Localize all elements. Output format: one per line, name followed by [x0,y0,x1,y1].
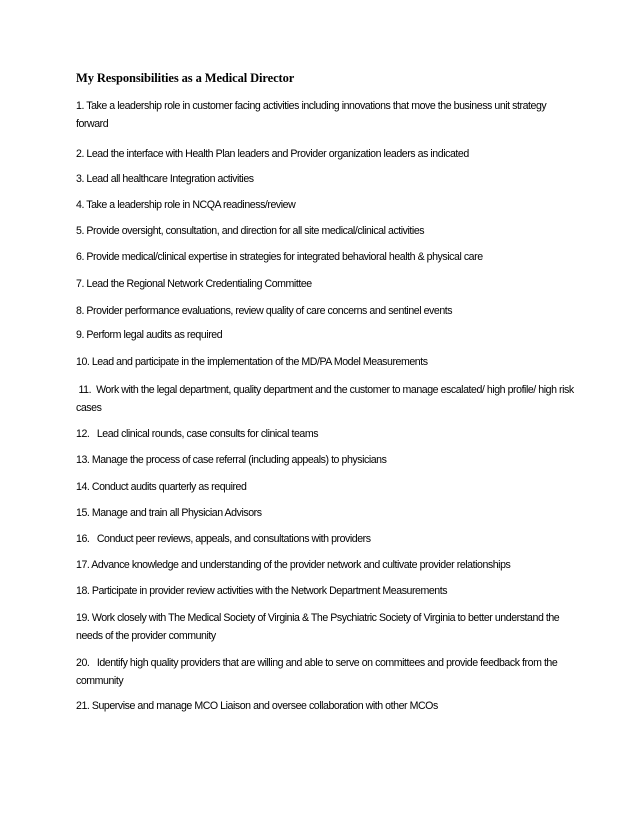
responsibility-item-6: 6. Provide medical/clinical expertise in strategies for integrated behavioral health & physical care [76,251,483,263]
responsibility-item-5: 5. Provide oversight, consultation, and direction for all site medical/clinical activities [76,225,425,237]
responsibility-item-12: 12. Lead clinical rounds, case consults for clinical teams [76,428,319,440]
responsibility-item-20: 20. Identify high quality providers that are willing and able to serve on committees and provide feedback from the community [76,657,560,687]
responsibility-item-8: 8. Provider performance evaluations, review quality of care concerns and sentinel events [76,305,453,317]
responsibility-item-11: 11. Work with the legal department, quality department and the customer to manage escalated/ high profile/ high risk cases [76,384,577,414]
responsibility-item-2: 2. Lead the interface with Health Plan leaders and Provider organization leaders as indicated [76,148,469,160]
responsibility-item-3: 3. Lead all healthcare Integration activities [76,173,254,185]
responsibility-item-14: 14. Conduct audits quarterly as required [76,481,247,493]
responsibility-item-10: 10. Lead and participate in the implementation of the MD/PA Model Measurements [76,356,428,368]
responsibility-item-19: 19. Work closely with The Medical Society of Virginia & The Psychiatric Society of Virginia to better understand the needs of the provider community [76,612,562,642]
responsibility-item-18: 18. Participate in provider review activities with the Network Department Measurements [76,585,448,597]
responsibility-item-7: 7. Lead the Regional Network Credentialing Committee [76,278,312,290]
responsibility-item-13: 13. Manage the process of case referral (including appeals) to physicians [76,454,387,466]
responsibility-item-15: 15. Manage and train all Physician Advisors [76,507,262,519]
responsibility-item-16: 16. Conduct peer reviews, appeals, and consultations with providers [76,533,371,545]
responsibility-item-4: 4. Take a leadership role in NCQA readiness/review [76,199,296,211]
responsibility-item-21: 21. Supervise and manage MCO Liaison and oversee collaboration with other MCOs [76,700,438,712]
responsibility-item-17: 17. Advance knowledge and understanding of the provider network and cultivate provider relationships [76,559,511,571]
responsibility-item-1: 1. Take a leadership role in customer facing activities including innovations that move the business unit strategy forward [76,100,549,130]
document-title: My Responsibilities as a Medical Director [76,71,295,85]
responsibility-item-9: 9. Perform legal audits as required [76,329,223,341]
